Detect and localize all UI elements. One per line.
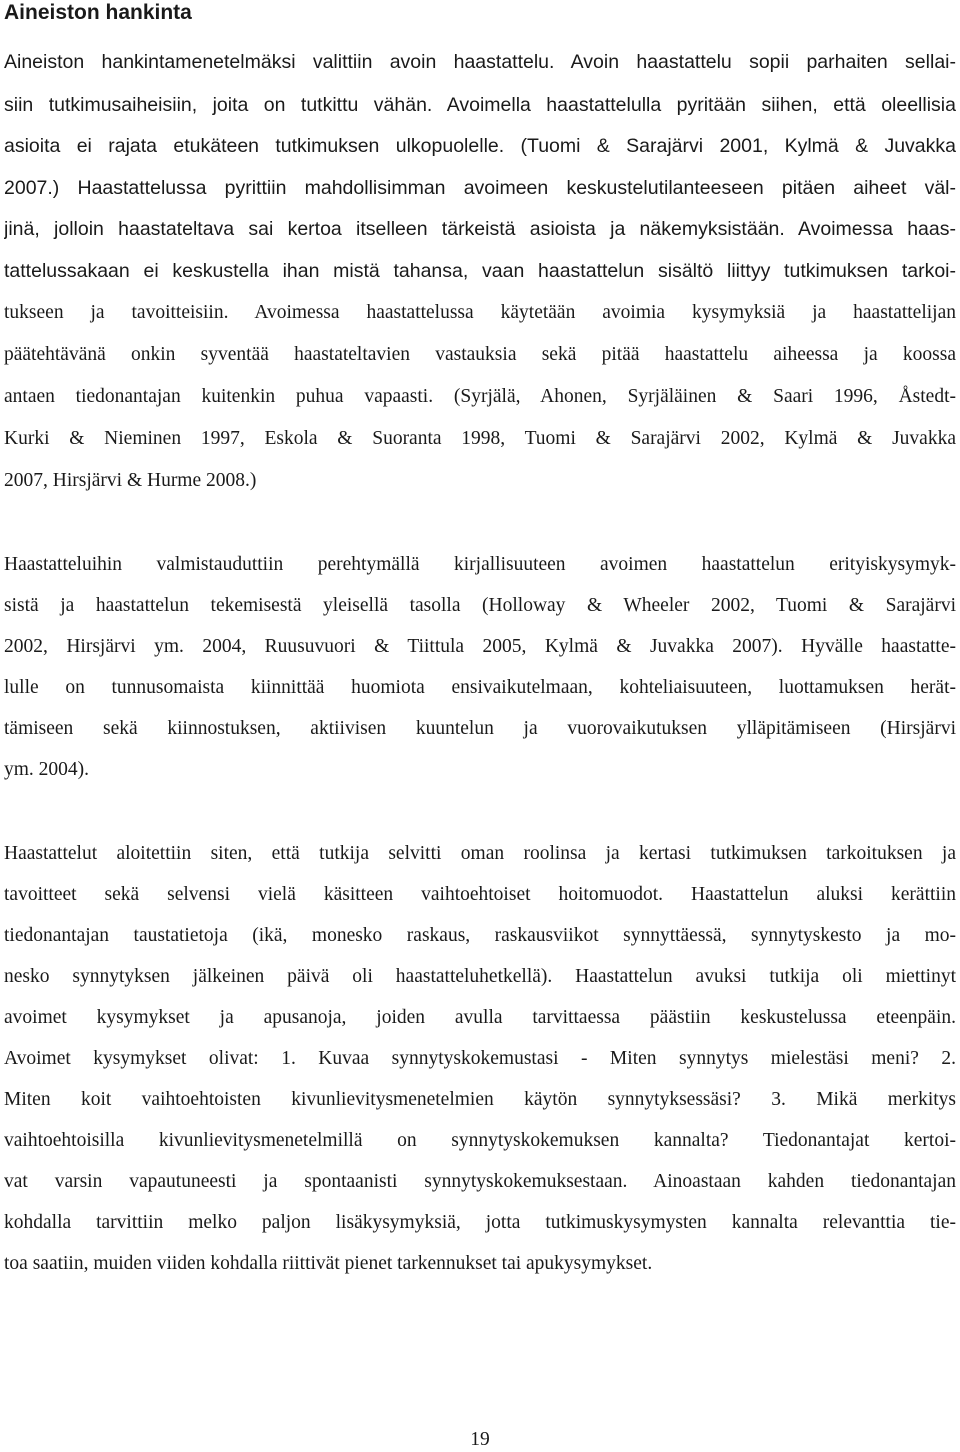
paragraph-line: ym. 2004). bbox=[4, 759, 90, 780]
paragraph-line: jinä, jolloin haastateltava sai kertoa itselleen tärkeistä asioista ja näkemyksistään. Avoimessa haas- bbox=[4, 218, 956, 240]
paragraph-line: vat varsin vapautuneesti ja spontaanisti synnytyskokemuksestaan. Ainoastaan kahden tiedonantajan bbox=[4, 1171, 956, 1192]
paragraph-line: Haastatteluihin valmistauduttiin perehtymällä kirjallisuuteen avoimen haastattelun erityiskysymyk- bbox=[4, 554, 956, 575]
paragraph-line: tattelussakaan ei keskustella ihan mistä tahansa, vaan haastattelun sisältö liittyy tutkimuksen tarkoi- bbox=[4, 260, 956, 282]
paragraph-line: asioita ei rajata etukäteen tutkimuksen ulkopuolelle. (Tuomi & Sarajärvi 2001, Kylmä & Juvakka bbox=[4, 135, 956, 157]
paragraph-line: toa saatiin, muiden viiden kohdalla riittivät pienet tarkennukset tai apukysymykset. bbox=[4, 1253, 653, 1274]
paragraph-line: antaen tiedonantajan kuitenkin puhua vapaasti. (Syrjälä, Ahonen, Syrjäläinen & Saari 1996, Åstedt- bbox=[4, 386, 956, 407]
paragraph-line: 2007.) Haastattelussa pyrittiin mahdollisimman avoimeen keskustelutilanteeseen pitäen aiheet väl- bbox=[4, 177, 956, 199]
paragraph-line: vaihtoehtoisilla kivunlievitysmenetelmillä on synnytyskokemuksen kannalta? Tiedonantajat kertoi- bbox=[4, 1130, 956, 1151]
section-heading: Aineiston hankinta bbox=[4, 1, 192, 24]
paragraph-line: 2002, Hirsjärvi ym. 2004, Ruusuvuori & Tiittula 2005, Kylmä & Juvakka 2007). Hyvälle haastatte- bbox=[4, 636, 956, 657]
paragraph-line: kohdalla tarvittiin melko paljon lisäkysymyksiä, jotta tutkimuskysymysten kannalta relevanttia tie- bbox=[4, 1212, 956, 1233]
paragraph-line: tiedonantajan taustatietoja (ikä, monesko raskaus, raskausviikot synnyttäessä, synnytyskesto ja mo- bbox=[4, 925, 956, 946]
paragraph-line: Avoimet kysymykset olivat: 1. Kuvaa synnytyskokemustasi - Miten synnytys mielestäsi meni? 2. bbox=[4, 1048, 956, 1069]
paragraph-line: tavoitteet sekä selvensi vielä käsitteen vaihtoehtoiset hoitomuodot. Haastattelun aluksi kerättiin bbox=[4, 884, 956, 905]
paragraph-line: 2007, Hirsjärvi & Hurme 2008.) bbox=[4, 470, 257, 491]
paragraph-line: päätehtävänä onkin syventää haastateltavien vastauksia sekä pitää haastattelu aiheessa ja koossa bbox=[4, 344, 956, 365]
paragraph-line: Kurki & Nieminen 1997, Eskola & Suoranta 1998, Tuomi & Sarajärvi 2002, Kylmä & Juvakka bbox=[4, 428, 956, 449]
paragraph-line: lulle on tunnusomaista kiinnittää huomiota ensivaikutelmaan, kohteliaisuuteen, luottamuksen herät- bbox=[4, 677, 956, 698]
paragraph-line: siin tutkimusaiheisiin, joita on tutkittu vähän. Avoimella haastattelulla pyritään siihen, että oleellisia bbox=[4, 94, 956, 116]
paragraph-line: avoimet kysymykset ja apusanoja, joiden avulla tarvittaessa päästiin keskustelussa eteenpäin. bbox=[4, 1007, 956, 1028]
paragraph-line: nesko synnytyksen jälkeinen päivä oli haastatteluhetkellä). Haastattelun avuksi tutkija oli miettinyt bbox=[4, 966, 956, 987]
paragraph-line: tämiseen sekä kiinnostuksen, aktiivisen kuuntelun ja vuorovaikutuksen ylläpitämiseen (Hirsjärvi bbox=[4, 718, 956, 739]
paragraph-line: tukseen ja tavoitteisiin. Avoimessa haastattelussa käytetään avoimia kysymyksiä ja haastattelijan bbox=[4, 302, 956, 323]
paragraph-line: Haastattelut aloitettiin siten, että tutkija selvitti oman roolinsa ja kertasi tutkimuksen tarkoituksen ja bbox=[4, 843, 956, 864]
paragraph-line: Miten koit vaihtoehtoisten kivunlievitysmenetelmien käytön synnytyksessäsi? 3. Mikä merkitys bbox=[4, 1089, 956, 1110]
paragraph-line: Aineiston hankintamenetelmäksi valittiin avoin haastattelu. Avoin haastattelu sopii parhaiten sellai- bbox=[4, 51, 956, 73]
paragraph-line: sistä ja haastattelun tekemisestä yleisellä tasolla (Holloway & Wheeler 2002, Tuomi & Sarajärvi bbox=[4, 595, 956, 616]
page-number: 19 bbox=[470, 1429, 490, 1450]
